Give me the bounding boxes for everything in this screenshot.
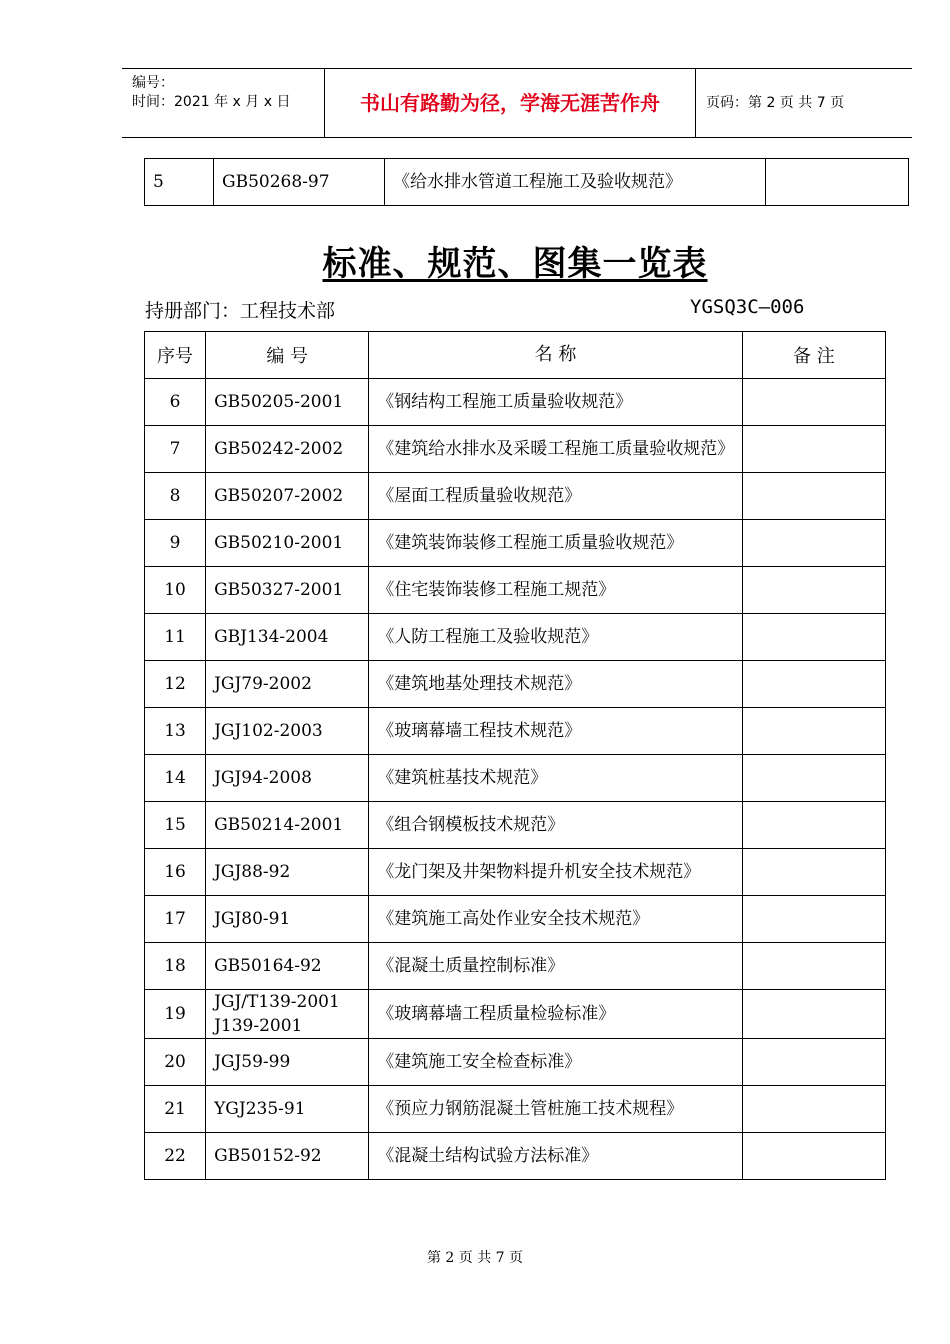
row-code: JGJ/T139-2001 J139-2001 — [206, 990, 369, 1039]
row-code: GB50205-2001 — [206, 379, 369, 426]
row-name: 《玻璃幕墙工程质量检验标准》 — [369, 990, 743, 1039]
row-code: GB50207-2002 — [206, 473, 369, 520]
row-no: 20 — [145, 1039, 206, 1086]
row-no: 17 — [145, 896, 206, 943]
row-no: 6 — [145, 379, 206, 426]
row-note — [742, 473, 885, 520]
row-name: 《建筑施工安全检查标准》 — [369, 1039, 743, 1086]
table-row — [145, 1039, 886, 1086]
row-note — [742, 520, 885, 567]
row-no: 13 — [145, 708, 206, 755]
row-name: 《屋面工程质量验收规范》 — [369, 473, 743, 520]
header-meta — [122, 69, 324, 137]
table-row — [145, 614, 886, 661]
row-no: 9 — [145, 520, 206, 567]
continued-table — [144, 158, 909, 206]
table-row — [145, 426, 886, 473]
number-label: 编号： — [132, 75, 174, 91]
row-code: GB50164-92 — [206, 943, 369, 990]
row-name: 《建筑给水排水及采暖工程施工质量验收规范》 — [369, 426, 743, 473]
row-no: 12 — [145, 661, 206, 708]
row-code: JGJ59-99 — [206, 1039, 369, 1086]
header-no: 序号 — [145, 332, 206, 379]
table-row — [145, 708, 886, 755]
table-row — [145, 990, 886, 1039]
header-page-info: 页码：第 2 页 共 7 页 — [706, 95, 845, 111]
row-code: GB50152-92 — [206, 1133, 369, 1180]
row-no: 11 — [145, 614, 206, 661]
time-label: 时间：2021 年 x 月 x 日 — [132, 94, 291, 110]
table-row — [145, 473, 886, 520]
table-row — [145, 379, 886, 426]
page-header — [122, 68, 912, 138]
row-note — [742, 1133, 885, 1180]
row-no: 18 — [145, 943, 206, 990]
row-name: 《建筑装饰装修工程施工质量验收规范》 — [369, 520, 743, 567]
header-name: 名 称 — [369, 332, 743, 379]
row-no: 10 — [145, 567, 206, 614]
row-no: 8 — [145, 473, 206, 520]
row-name: 《玻璃幕墙工程技术规范》 — [369, 708, 743, 755]
row-note — [742, 943, 885, 990]
row-code: JGJ94-2008 — [206, 755, 369, 802]
row-note — [742, 896, 885, 943]
row-note — [742, 614, 885, 661]
row-name: 《建筑地基处理技术规范》 — [369, 661, 743, 708]
row-note — [742, 661, 885, 708]
row-no: 21 — [145, 1086, 206, 1133]
row-name: 《龙门架及井架物料提升机安全技术规范》 — [369, 849, 743, 896]
row-name: 《给水排水管道工程施工及验收规范》 — [385, 159, 766, 206]
table-row — [145, 159, 909, 206]
document-code: YGSQ3C—006 — [690, 296, 805, 318]
row-no: 19 — [145, 990, 206, 1039]
row-note — [742, 708, 885, 755]
row-code: JGJ80-91 — [206, 896, 369, 943]
row-name: 《建筑施工高处作业安全技术规范》 — [369, 896, 743, 943]
row-code: GB50210-2001 — [206, 520, 369, 567]
row-name: 《人防工程施工及验收规范》 — [369, 614, 743, 661]
row-code: GB50214-2001 — [206, 802, 369, 849]
row-code: YGJ235-91 — [206, 1086, 369, 1133]
standards-table — [144, 331, 886, 1180]
row-note — [742, 1039, 885, 1086]
row-no: 16 — [145, 849, 206, 896]
row-note — [742, 567, 885, 614]
header-note: 备 注 — [742, 332, 885, 379]
row-code: GBJ134-2004 — [206, 614, 369, 661]
row-name: 《钢结构工程施工质量验收规范》 — [369, 379, 743, 426]
row-note — [766, 159, 909, 206]
row-note — [742, 990, 885, 1039]
row-no: 22 — [145, 1133, 206, 1180]
table-row — [145, 567, 886, 614]
row-note — [742, 379, 885, 426]
row-note — [742, 1086, 885, 1133]
row-name: 《组合钢模板技术规范》 — [369, 802, 743, 849]
row-note — [742, 426, 885, 473]
table-row — [145, 943, 886, 990]
row-name: 《建筑桩基技术规范》 — [369, 755, 743, 802]
page-title: 标准、规范、图集一览表 — [322, 244, 708, 284]
row-code: GB50242-2002 — [206, 426, 369, 473]
row-no: 14 — [145, 755, 206, 802]
row-code: GB50327-2001 — [206, 567, 369, 614]
table-row — [145, 661, 886, 708]
table-row — [145, 755, 886, 802]
row-code: JGJ79-2002 — [206, 661, 369, 708]
row-name: 《住宅装饰装修工程施工规范》 — [369, 567, 743, 614]
row-no: 7 — [145, 426, 206, 473]
page-footer: 第 2 页 共 7 页 — [426, 1250, 524, 1266]
row-code: JGJ88-92 — [206, 849, 369, 896]
table-row — [145, 520, 886, 567]
header-code: 编 号 — [206, 332, 369, 379]
row-code: GB50268-97 — [214, 159, 385, 206]
row-code: JGJ102-2003 — [206, 708, 369, 755]
department-label: 持册部门：工程技术部 — [145, 300, 336, 322]
row-note — [742, 755, 885, 802]
row-name: 《混凝土结构试验方法标准》 — [369, 1133, 743, 1180]
row-name: 《混凝土质量控制标准》 — [369, 943, 743, 990]
row-no: 15 — [145, 802, 206, 849]
row-note — [742, 802, 885, 849]
table-row — [145, 896, 886, 943]
header-motto: 书山有路勤为径，学海无涯苦作舟 — [324, 69, 696, 137]
row-no: 5 — [145, 159, 214, 206]
table-row — [145, 1133, 886, 1180]
table-row — [145, 802, 886, 849]
row-note — [742, 849, 885, 896]
table-row — [145, 849, 886, 896]
table-row — [145, 1086, 886, 1133]
table-header-row — [145, 332, 886, 379]
row-name: 《预应力钢筋混凝土管桩施工技术规程》 — [369, 1086, 743, 1133]
